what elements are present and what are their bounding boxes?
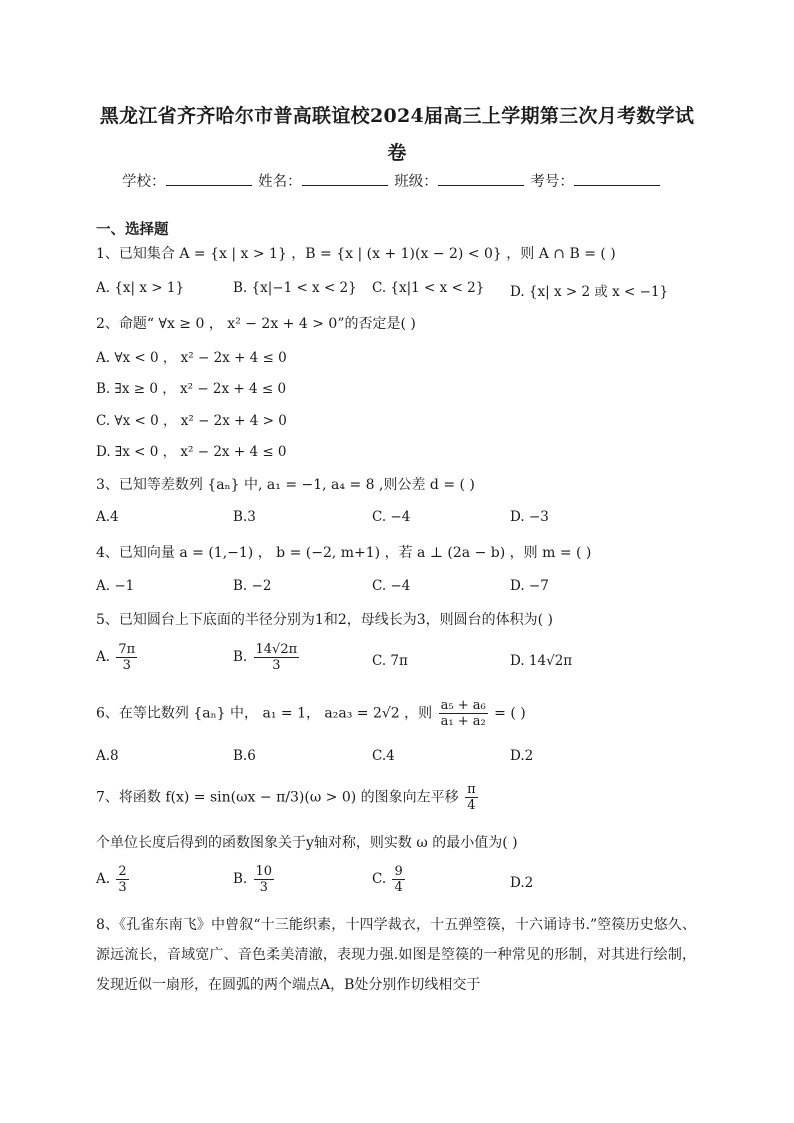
q6-fraction <box>439 698 488 729</box>
q5-a-fraction <box>116 642 137 673</box>
q4-option-b[interactable]: B. −2 <box>233 578 272 594</box>
q7-a-num: 2 <box>118 864 127 879</box>
q7-b-den: 3 <box>259 880 268 895</box>
title-line-2: 卷 <box>387 142 407 164</box>
q4-option-c[interactable]: C. −4 <box>372 578 411 594</box>
q7-stem-pre: 7、将函数 f(x) = sin(ωx − π/3)(ω > 0) 的图象向左平移 <box>96 789 459 806</box>
q7-a-label: A. <box>96 871 111 887</box>
q6-frac-den: a₁ + a₂ <box>440 714 486 729</box>
q6-stem <box>96 698 526 729</box>
q7-option-d[interactable]: D.2 <box>510 875 534 891</box>
q7-a-den: 3 <box>118 880 127 895</box>
q5-option-b[interactable] <box>233 642 301 673</box>
q2-option-d[interactable]: D. ∃x < 0 ， x² − 2x + 4 ≤ 0 <box>96 444 287 460</box>
q7-option-a[interactable] <box>96 864 131 895</box>
exam-title <box>80 98 714 172</box>
q1-option-b[interactable]: B. {x|−1 < x < 2} <box>233 280 357 296</box>
q1-option-a[interactable]: A. {x| x > 1} <box>96 280 185 296</box>
q5-b-num: 14√2π <box>255 642 298 657</box>
q3-option-b[interactable]: B.3 <box>233 509 256 525</box>
q5-stem: 5、已知圆台上下底面的半径分别为1和2，母线长为3，则圆台的体积为( ) <box>96 612 554 628</box>
q4-option-d[interactable]: D. −7 <box>510 578 549 594</box>
q7-shift-num: π <box>467 782 476 797</box>
name-label: 姓名： <box>258 174 302 190</box>
school-label: 学校： <box>122 174 166 190</box>
q6-stem-post: = ( ) <box>494 705 526 722</box>
name-blank[interactable] <box>302 171 388 186</box>
q5-option-d[interactable]: D. 14√2π <box>510 653 573 669</box>
q6-option-a[interactable]: A.8 <box>96 748 119 764</box>
q7-shift-fraction <box>465 782 478 813</box>
q6-option-b[interactable]: B.6 <box>233 748 256 764</box>
q7-b-label: B. <box>233 871 248 887</box>
q5-option-a[interactable] <box>96 642 139 673</box>
school-blank[interactable] <box>166 171 252 186</box>
q6-option-c[interactable]: C.4 <box>372 748 395 764</box>
q7-c-num: 9 <box>394 864 403 879</box>
q2-option-a[interactable]: A. ∀x < 0 ， x² − 2x + 4 ≤ 0 <box>96 350 287 366</box>
q5-b-fraction <box>254 642 300 673</box>
class-blank[interactable] <box>438 171 524 186</box>
number-label: 考号： <box>530 174 574 190</box>
q6-option-d[interactable]: D.2 <box>510 748 534 764</box>
q1-option-d[interactable]: D. {x| x > 2 或 x < −1} <box>510 284 669 300</box>
q7-option-b[interactable] <box>233 864 276 895</box>
q5-option-c[interactable]: C. 7π <box>372 653 408 669</box>
q2-option-c[interactable]: C. ∀x < 0 ， x² − 2x + 4 > 0 <box>96 413 287 429</box>
section-heading: 一、选择题 <box>96 221 169 238</box>
q3-stem: 3、已知等差数列 {aₙ} 中, a₁ = −1, a₄ = 8 ,则公差 d = ( ) <box>96 477 475 493</box>
q3-option-c[interactable]: C. −4 <box>372 509 411 525</box>
q2-option-b[interactable]: B. ∃x ≥ 0 ， x² − 2x + 4 ≤ 0 <box>96 381 287 397</box>
q6-stem-pre: 6、在等比数列 {aₙ} 中， a₁ = 1， a₂a₃ = 2√2 ，则 <box>96 705 433 722</box>
q4-option-a[interactable]: A. −1 <box>96 578 135 594</box>
q2-stem: 2、命题“ ∀x ≥ 0 ， x² − 2x + 4 > 0”的否定是( ) <box>96 316 416 332</box>
q5-b-den: 3 <box>272 658 281 673</box>
q5-b-label: B. <box>233 649 248 665</box>
q8-paragraph: 8、《孔雀东南飞》中曾叙“十三能织素，十四学裁衣，十五弹箜篌，十六诵诗书.”箜篌历史悠久、源远流长，音域宽广、音色柔美清澈，表现力强.如图是箜篌的一种常见的形制，对其进行绘制，发现近似一扇形，在圆弧的两个端点A，B处分别作切线相交于 <box>96 917 696 993</box>
q1-option-c[interactable]: C. {x|1 < x < 2} <box>372 280 485 296</box>
q7-c-fraction <box>392 864 404 895</box>
q6-frac-num: a₅ + a₆ <box>440 698 486 713</box>
q7-c-den: 4 <box>394 880 403 895</box>
q7-stem-line2: 个单位长度后得到的函数图象关于y轴对称，则实数 ω 的最小值为( ) <box>96 835 518 851</box>
number-blank[interactable] <box>574 171 660 186</box>
q3-option-a[interactable]: A.4 <box>96 509 119 525</box>
q7-a-fraction <box>116 864 128 895</box>
q5-a-den: 3 <box>122 658 131 673</box>
q7-shift-den: 4 <box>467 798 476 813</box>
class-label: 班级： <box>394 174 438 190</box>
q5-a-num: 7π <box>118 642 136 657</box>
title-line-1: 黑龙江省齐齐哈尔市普高联谊校2024届高三上学期第三次月考数学试 <box>99 105 695 127</box>
q7-c-label: C. <box>372 871 387 887</box>
q7-option-c[interactable] <box>372 864 407 895</box>
q3-option-d[interactable]: D. −3 <box>510 509 549 525</box>
q5-a-label: A. <box>96 649 111 665</box>
student-info-row <box>122 170 662 191</box>
q7-b-num: 10 <box>255 864 273 879</box>
q7-stem <box>96 782 480 813</box>
q7-b-fraction <box>254 864 275 895</box>
q4-stem: 4、已知向量 a = (1,−1) ， b = (−2, m+1) ，若 a ⊥ (2a − b) ，则 m = ( ) <box>96 545 592 561</box>
q1-stem: 1、已知集合 A = {x | x > 1} ，B = {x | (x + 1)(x − 2) < 0} ，则 A ∩ B = ( ) <box>96 246 616 262</box>
